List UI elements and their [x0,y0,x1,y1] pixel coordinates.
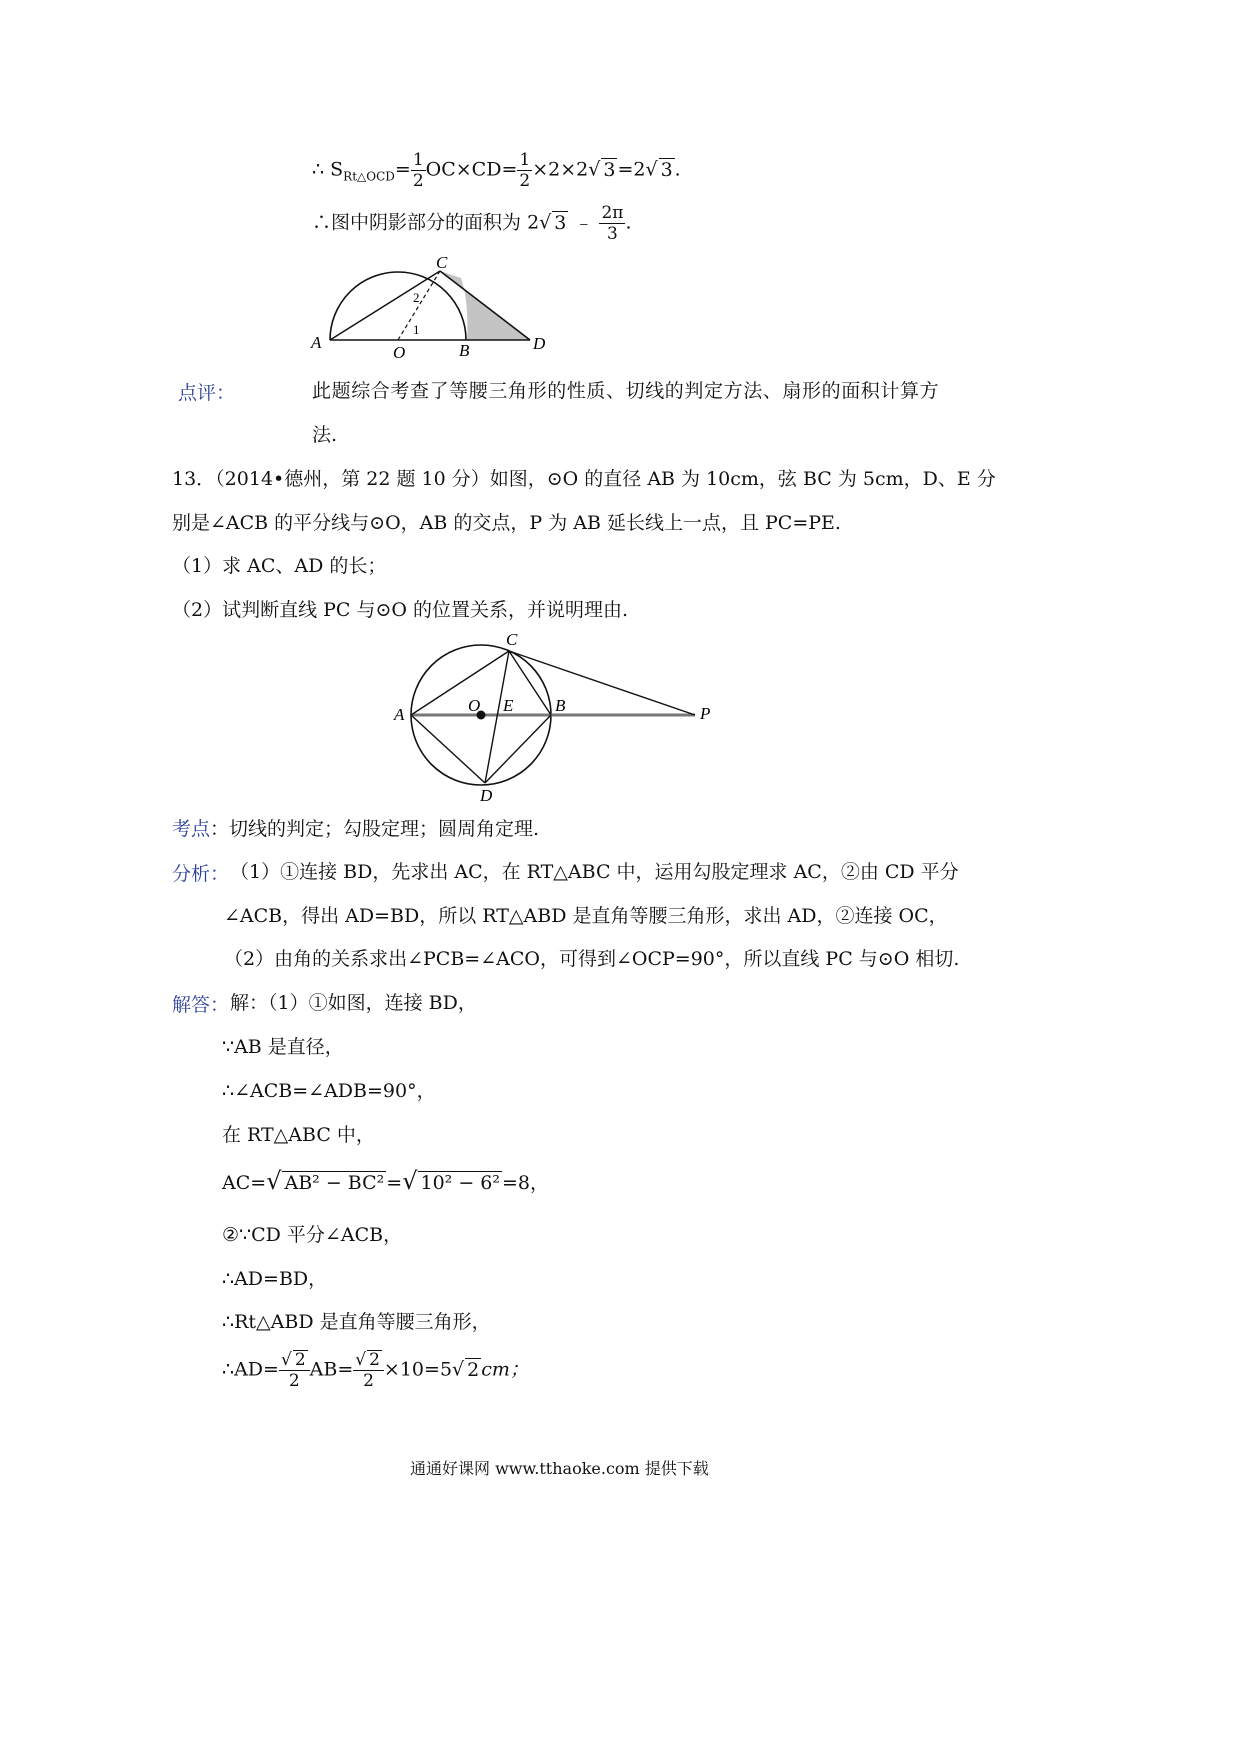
dianping-label: 点评： [178,382,236,404]
fenxi-line-2: ∠ACB，得出 AD=BD，所以 RT△ABD 是直角等腰三角形，求出 AD，②连接 OC， [224,905,948,927]
label-b: B [459,341,470,360]
dianping-line-1: 此题综合考查了等腰三角形的性质、切线的判定方法、扇形的面积计算方 [312,380,940,402]
fraction-half: $\frac{1}{2}$ [412,150,424,191]
label-p: P [700,704,711,723]
label-a: A [311,333,322,352]
fenxi-label: 分析： [172,863,230,885]
period: . [625,211,632,234]
oc-cd: OC×CD= [425,158,518,181]
times-text: ×2×2 [532,158,589,181]
sqrt-symbol-3: √ [539,211,552,234]
label-e: E [503,696,514,715]
figure-circle-tangent [390,625,730,810]
fenxi-line-3: （2）由角的关系求出∠PCB=∠ACO，可得到∠OCP=90°，所以直线 PC 与⊙O 相切. [224,948,960,970]
fraction-sqrt2-2: $\frac{√ 2}{2}$ [279,1350,310,1391]
fraction-2pi-3: $\frac{2\pi}{3}$ [601,203,624,244]
ad-prefix: ∴AD= [222,1358,279,1381]
sqrt-3: 3 [603,158,616,181]
ac-sqrt-2: 10² − 6² [420,1172,500,1194]
question-1: （1）求 AC、AD 的长； [172,555,387,577]
jieda-line-3: ∴∠ACB=∠ADB=90°， [222,1080,436,1102]
problem-13-line-1: 13．（2014•德州，第 22 题 10 分）如图，⊙O 的直径 AB 为 10cm，弦 BC 为 5cm，D、E 分 [172,468,996,490]
line-ac [411,651,509,715]
shade-text: ∴图中阴影部分的面积为 [312,211,522,234]
fraction-half-2: $\frac{1}{2}$ [519,150,531,191]
kaodian-text: ：切线的判定；勾股定理；圆周角定理. [210,818,540,840]
problem-13-line-2: 别是∠ACB 的平分线与⊙O，AB 的交点，P 为 AB 延长线上一点，且 PC=PE. [172,512,841,534]
label-a: A [394,705,405,724]
ad-end: cm； [481,1358,529,1381]
eq-two: =2 [617,158,646,181]
jieda-ad-line [222,1350,529,1391]
minus: ﹣ [574,211,594,234]
jieda-line-2: ∵AB 是直径， [222,1036,344,1058]
label-b: B [555,696,566,715]
sqrt-symbol-2: √ [645,158,658,181]
line-cb [509,651,551,715]
ac-end: =8， [501,1172,549,1194]
end-dot: . [674,158,681,181]
area-subscript: Rt△OCD [343,169,395,184]
fraction-sqrt2-2-b: $\frac{√ 2}{2}$ [353,1350,384,1391]
label-angle-1: 1 [413,322,420,337]
label-d: D [480,786,493,805]
sqrt-symbol-ac1: √ [266,1167,282,1195]
fenxi-line-1: （1）①连接 BD，先求出 AC，在 RT△ABC 中，运用勾股定理求 AC，②由 CD 平分 [230,861,959,883]
ad-mid: AB= [309,1358,354,1381]
sqrt-symbol: √ [588,158,601,181]
label-d: D [533,334,546,353]
sqrt-3-c: 3 [554,211,567,234]
jieda-label: 解答： [172,994,230,1016]
area-prefix: ∴ S [312,158,344,181]
label-o: O [393,343,406,362]
shaded-area-line [312,203,632,244]
ad-sqrt-2: 2 [467,1358,480,1381]
label-c: C [436,253,448,272]
label-o: O [468,696,481,715]
footer-credit: 通通好课网 www.tthaoke.com 提供下载 [410,1459,709,1478]
ad-times: ×10=5 [383,1358,453,1381]
label-c: C [506,630,518,649]
jieda-line-8: ∴Rt△ABD 是直角等腰三角形， [222,1311,491,1333]
sqrt-symbol-ad: √ [452,1358,465,1381]
question-2: （2）试判断直线 PC 与⊙O 的位置关系，并说明理由. [172,599,629,621]
kaodian-line [172,816,539,842]
two: 2 [527,211,540,234]
sqrt-3-b: 3 [660,158,673,181]
jieda-line-7: ∴AD=BD， [222,1268,328,1290]
kaodian-label: 考点 [172,818,211,840]
line-cp [509,651,695,715]
ac-eq: = [386,1172,403,1194]
line-ad [411,715,485,783]
jieda-line-4: 在 RT△ABC 中， [222,1124,375,1146]
jieda-ac-line [222,1168,549,1196]
sqrt-symbol-ac2: √ [402,1167,418,1195]
jieda-line-1: 解：（1）①如图，连接 BD， [230,992,477,1014]
dianping-line-2: 法. [312,424,338,446]
semicircle-arc [330,272,466,340]
area-formula-line [312,150,681,191]
ac-prefix: AC= [222,1172,267,1194]
line-ac [330,271,440,340]
ac-sqrt-1: AB² − BC² [284,1172,385,1194]
label-angle-2: 2 [413,290,420,305]
jieda-line-6: ②∵CD 平分∠ACB， [222,1224,403,1246]
figure-semicircle-tangent [305,250,565,365]
eq: = [394,158,411,181]
line-cd [485,651,509,783]
